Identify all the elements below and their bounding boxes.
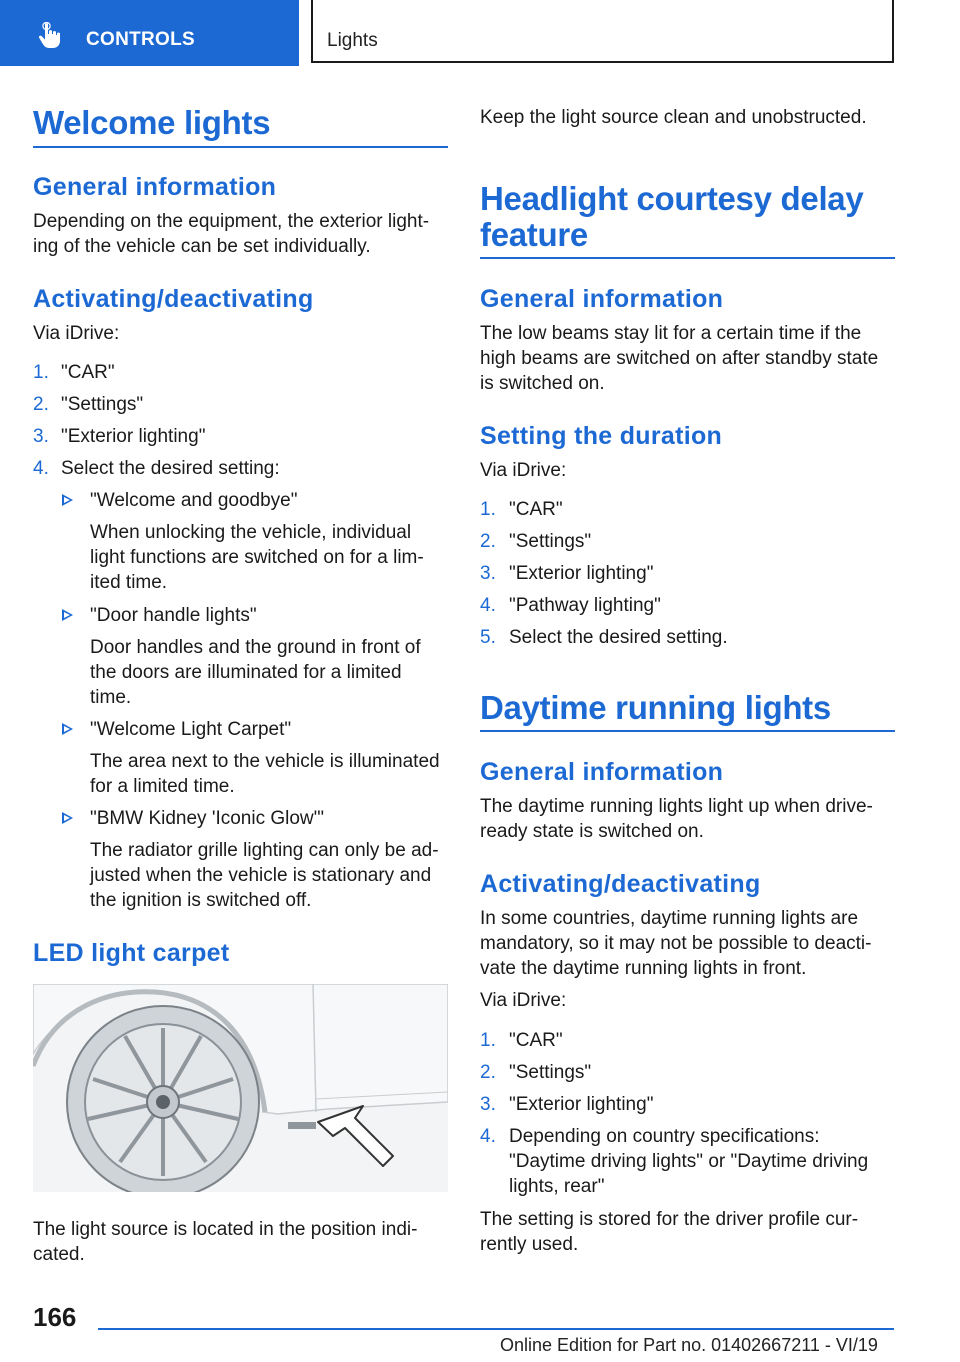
daytime-activating-text: In some countries, daytime running lights are mandatory, so it may not be possible to deacti-vate the daytime running lights in front.: [480, 908, 872, 979]
step-text: "Pathway lighting": [509, 595, 661, 616]
step-text: "Exterior lighting": [509, 1094, 654, 1115]
step-number: 3.: [480, 563, 496, 584]
step-text: "Settings": [61, 394, 144, 415]
edition-text: Online Edition for Part no. 01402667211 - VI/19: [500, 1335, 878, 1355]
heading-welcome-lights: Welcome lights: [33, 104, 271, 141]
option-description: Door handles and the ground in front of the doors are illuminated for a limited time.: [90, 637, 421, 708]
step-text: "CAR": [509, 499, 563, 520]
option-description: The radiator grille lighting can only be ad-justed when the vehicle is stationary and the ignition is switched off.: [90, 840, 439, 911]
via-idrive-label: Via iDrive:: [33, 323, 120, 344]
triangle-bullet-icon: [62, 494, 73, 506]
step-text: "Exterior lighting": [61, 426, 206, 447]
option-title: "Welcome and goodbye": [90, 490, 298, 511]
chapter-tab[interactable]: [311, 0, 894, 63]
triangle-bullet-icon: [62, 723, 73, 735]
option-title: "Welcome Light Carpet": [90, 719, 292, 740]
chapter-label: Lights: [327, 30, 378, 51]
step-number: 1.: [33, 362, 49, 383]
triangle-bullet-icon: [62, 609, 73, 621]
step-text: Depending on country specifications: "Daytime driving lights" or "Daytime driving lights, rear": [509, 1126, 869, 1197]
step-number: 4.: [480, 595, 496, 616]
step-text: "Settings": [509, 531, 592, 552]
subheading-setting-duration: Setting the duration: [480, 422, 723, 450]
heading-daytime-running-lights: Daytime running lights: [480, 689, 831, 726]
keep-clean-text: Keep the light source clean and unobstructed.: [480, 107, 867, 128]
step-number: 4.: [480, 1126, 496, 1147]
subheading-general-information: General information: [480, 758, 724, 786]
heading-rule: [480, 730, 895, 732]
led-light-carpet-caption: The light source is located in the position indi-cated.: [33, 1219, 418, 1265]
step-number: 3.: [480, 1094, 496, 1115]
step-number: 2.: [33, 394, 49, 415]
section-label: CONTROLS: [86, 29, 196, 50]
subheading-activating-deactivating: Activating/deactivating: [480, 870, 761, 898]
hand-pointer-icon: [36, 22, 66, 50]
daytime-general-text: The daytime running lights light up when drive-ready state is switched on.: [480, 796, 873, 842]
step-number: 5.: [480, 627, 496, 648]
section-tab[interactable]: [0, 0, 299, 66]
step-text: "Exterior lighting": [509, 563, 654, 584]
subheading-general-information: General information: [480, 285, 724, 313]
setting-stored-text: The setting is stored for the driver profile cur-rently used.: [480, 1209, 859, 1255]
courtesy-general-text: The low beams stay lit for a certain time if the high beams are switched on after standby state is switched on.: [480, 323, 879, 394]
footer-rule: [98, 1328, 894, 1330]
option-title: "Door handle lights": [90, 605, 257, 626]
subheading-activating-deactivating: Activating/deactivating: [33, 285, 314, 313]
via-idrive-label: Via iDrive:: [480, 990, 567, 1011]
step-text: "CAR": [61, 362, 115, 383]
step-text: "Settings": [509, 1062, 592, 1083]
option-description: When unlocking the vehicle, individual light functions are switched on for a lim-ited time.: [90, 522, 424, 593]
led-light-carpet-figure: [33, 984, 448, 1192]
step-number: 3.: [33, 426, 49, 447]
via-idrive-label: Via iDrive:: [480, 460, 567, 481]
step-number: 1.: [480, 499, 496, 520]
subheading-general-information: General information: [33, 173, 277, 201]
general-information-text: Depending on the equipment, the exterior light-ing of the vehicle can be set individually.: [33, 211, 430, 257]
triangle-bullet-icon: [62, 812, 73, 824]
option-description: The area next to the vehicle is illuminated for a limited time.: [90, 751, 440, 797]
page-number: 166: [33, 1302, 77, 1332]
step-text: Select the desired setting:: [61, 458, 280, 479]
heading-headlight-courtesy-delay: Headlight courtesy delay feature: [480, 180, 864, 253]
wheel-illustration: [33, 984, 448, 1192]
option-title: "BMW Kidney 'Iconic Glow'": [90, 808, 325, 829]
step-number: 2.: [480, 531, 496, 552]
step-text: "CAR": [509, 1030, 563, 1051]
heading-rule: [33, 146, 448, 148]
subheading-led-light-carpet: LED light carpet: [33, 939, 230, 967]
step-text: Select the desired setting.: [509, 627, 728, 648]
step-number: 4.: [33, 458, 49, 479]
step-number: 1.: [480, 1030, 496, 1051]
step-number: 2.: [480, 1062, 496, 1083]
heading-rule: [480, 257, 895, 259]
